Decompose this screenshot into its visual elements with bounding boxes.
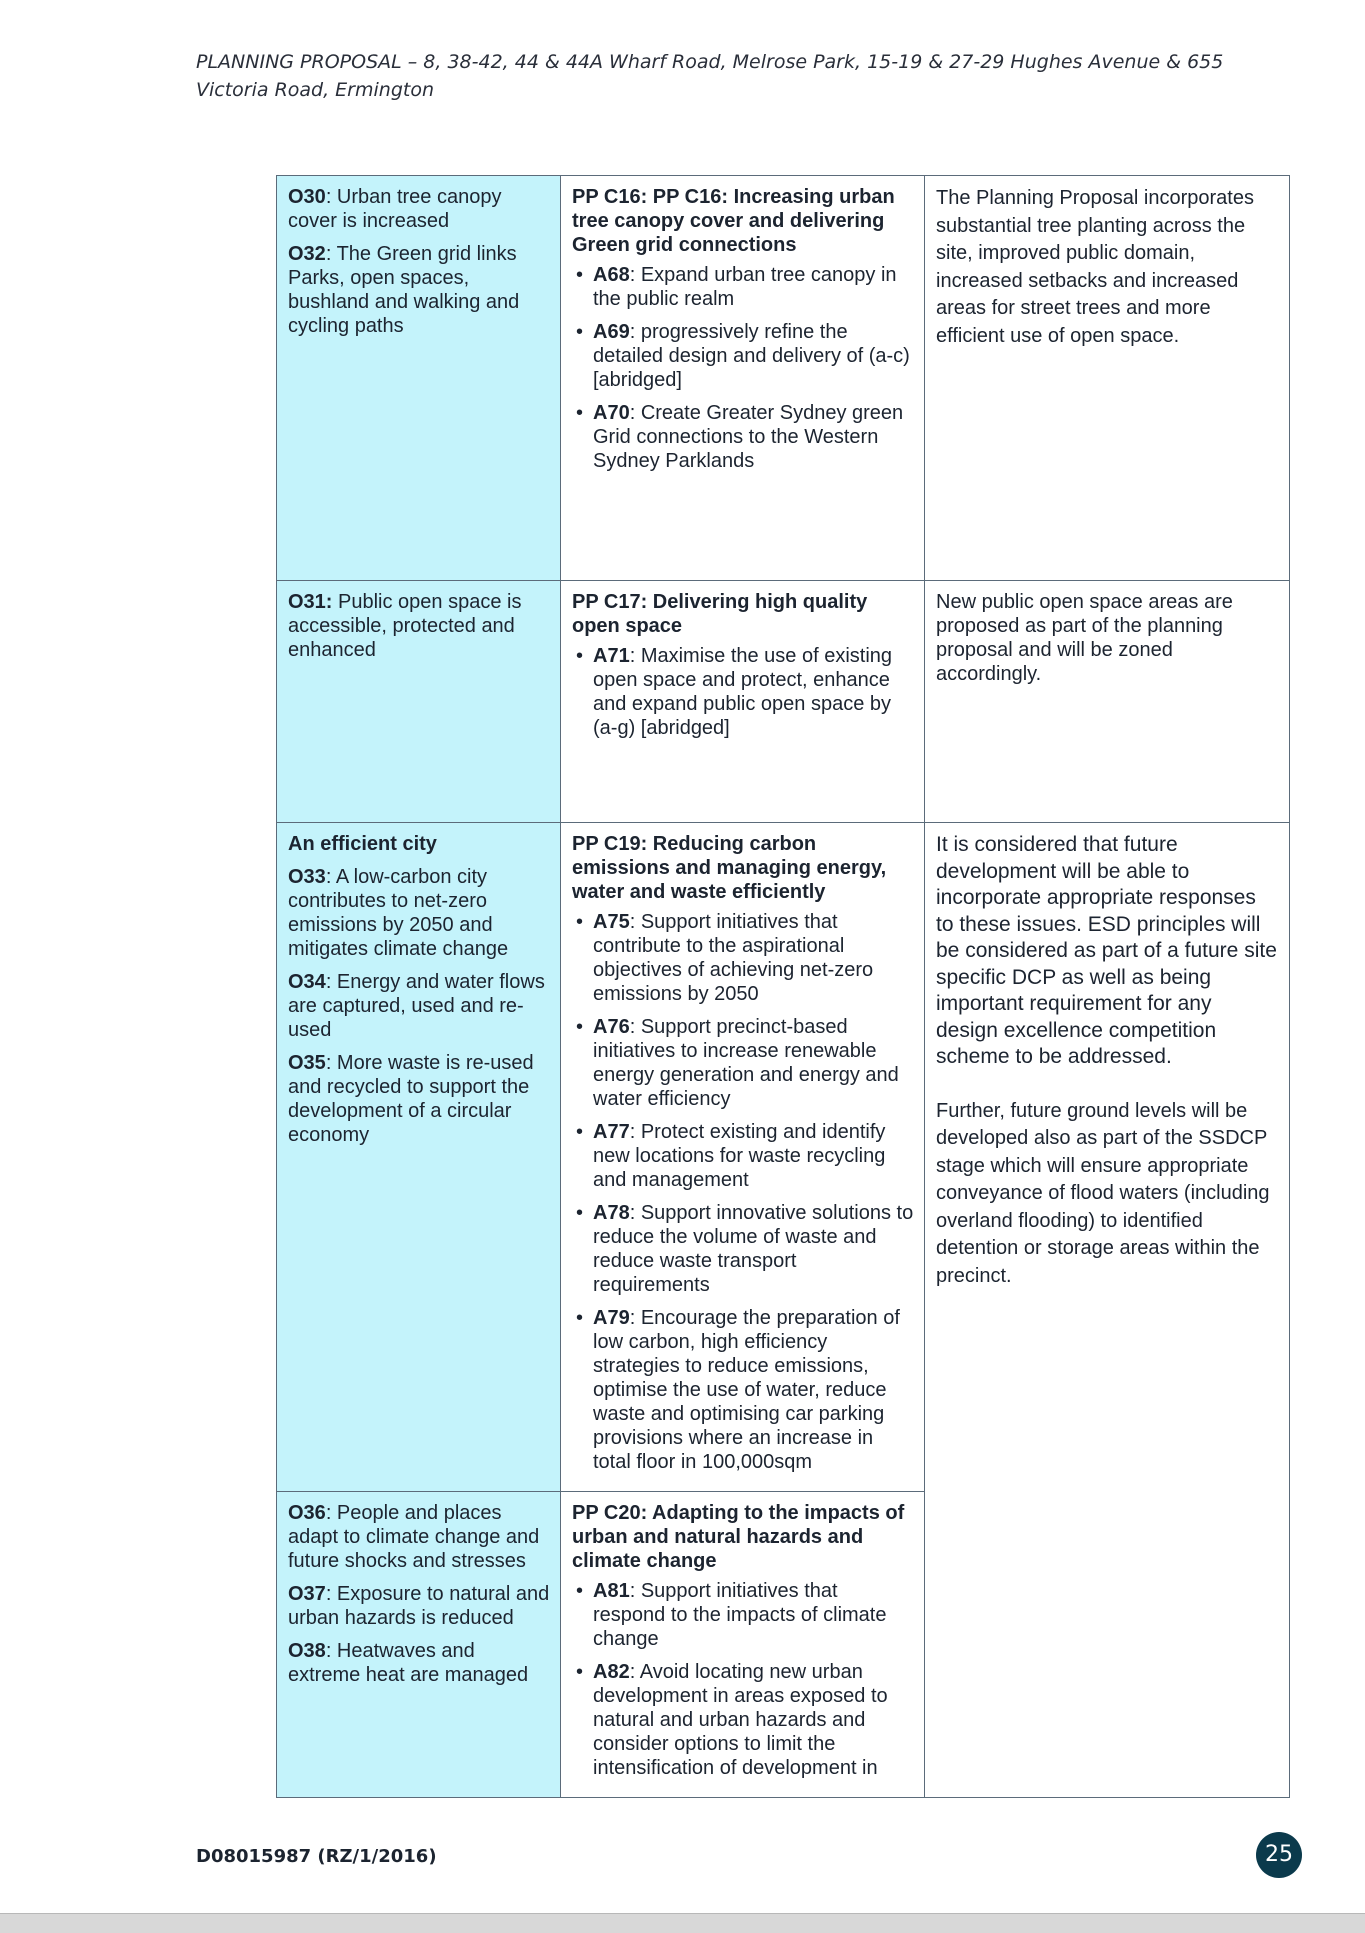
action-code: A70 — [593, 402, 630, 424]
action-text: : Support initiatives that respond to the impacts of climate change — [593, 1580, 887, 1650]
objective-code: O35 — [288, 1052, 326, 1074]
comment-cell — [925, 581, 1290, 823]
objectives-cell — [277, 1492, 561, 1798]
comment-text: The Planning Proposal incorporates substantial tree planting across the site, improved public domain, increased setbacks and increased areas for street trees and more efficient use of open space. — [936, 187, 1254, 347]
bullet-icon: • — [576, 1661, 584, 1683]
objective-item — [288, 590, 550, 662]
planning-priorities-table — [276, 175, 1290, 1798]
action-code: A75 — [593, 911, 630, 933]
table-row — [277, 176, 1290, 581]
action-item — [572, 263, 914, 311]
priority-cell — [561, 581, 925, 823]
action-item — [572, 1660, 914, 1780]
action-list — [572, 644, 914, 740]
objective-item — [288, 1582, 550, 1630]
comment-cell — [925, 823, 1290, 1798]
comment-text: It is considered that future development will be able to incorporate appropriate responses to these issues. ESD principles will be considered as part of a future site specific DCP as well as being important requirement for any design excellence competition scheme to be addressed. — [936, 833, 1277, 1068]
action-text: : Support precinct-based initiatives to increase renewable energy generation and energy and water efficiency — [593, 1016, 899, 1110]
objective-separator: : — [325, 1502, 332, 1524]
action-code: A78 — [593, 1202, 630, 1224]
priority-title: PP C16: PP C16: Increasing urban tree canopy cover and delivering Green grid connections — [572, 186, 895, 256]
action-text: : Protect existing and identify new locations for waste recycling and management — [593, 1121, 886, 1191]
objective-separator: : — [325, 186, 332, 208]
objective-text: Energy and water flows are captured, used and re-used — [288, 971, 545, 1041]
bullet-icon: • — [576, 1121, 584, 1143]
action-text: : Support initiatives that contribute to the aspirational objectives of achieving net-zero emissions by 2050 — [593, 911, 874, 1005]
page-header: PLANNING PROPOSAL – 8, 38-42, 44 & 44A Wharf Road, Melrose Park, 15-19 & 27-29 Hughes Avenue & 655 Victoria Road, Ermington — [196, 51, 1224, 101]
objectives-cell — [277, 581, 561, 823]
objective-code: O31: — [288, 591, 333, 613]
objective-item — [288, 1639, 550, 1687]
objective-text: Public open space is accessible, protected and enhanced — [288, 591, 522, 661]
objective-text: People and places adapt to climate change and future shocks and stresses — [288, 1502, 540, 1572]
priority-title: PP C20: Adapting to the impacts of urban and natural hazards and climate change — [572, 1502, 905, 1572]
action-code: A69 — [593, 321, 630, 343]
action-list — [572, 910, 914, 1474]
objective-separator: : — [325, 1052, 332, 1074]
objective-separator: : — [325, 971, 332, 993]
objectives-cell — [277, 176, 561, 581]
action-code: A68 — [593, 264, 630, 286]
action-code: A77 — [593, 1121, 630, 1143]
objective-text: The Green grid links Parks, open spaces, bushland and walking and cycling paths — [288, 243, 520, 337]
comment-text: Further, future ground levels will be developed also as part of the SSDCP stage which will ensure appropriate conveyance of flood waters (including overland flooding) to identified detention or storage areas within the precinct. — [936, 1099, 1270, 1287]
table-row — [277, 581, 1290, 823]
action-text: : Create Greater Sydney green Grid connections to the Western Sydney Parklands — [593, 402, 904, 472]
objective-item — [288, 242, 550, 338]
priority-title: PP C17: Delivering high quality open space — [572, 591, 868, 637]
action-code: A79 — [593, 1307, 630, 1329]
objective-code: O38 — [288, 1640, 326, 1662]
action-item — [572, 1015, 914, 1111]
action-text: : Maximise the use of existing open space and protect, enhance and expand public open space by (a-g) [abridged] — [593, 645, 893, 739]
bullet-icon: • — [576, 402, 584, 424]
comment-cell — [925, 176, 1290, 581]
bullet-icon: • — [576, 645, 584, 667]
objective-code: O30 — [288, 186, 326, 208]
bullet-icon: • — [576, 1307, 584, 1329]
action-text: : Support innovative solutions to reduce the volume of waste and reduce waste transport requirements — [593, 1202, 914, 1296]
section-heading: An efficient city — [288, 833, 437, 855]
objectives-cell — [277, 823, 561, 1492]
objective-code: O37 — [288, 1583, 326, 1605]
objective-text: A low-carbon city contributes to net-zero emissions by 2050 and mitigates climate change — [288, 866, 509, 960]
bullet-icon: • — [576, 1202, 584, 1224]
objective-separator: : — [325, 1583, 332, 1605]
priority-title: PP C19: Reducing carbon emissions and managing energy, water and waste efficiently — [572, 833, 887, 903]
action-item — [572, 1120, 914, 1192]
action-list — [572, 1579, 914, 1780]
bullet-icon: • — [576, 911, 584, 933]
priority-cell — [561, 176, 925, 581]
priority-cell — [561, 1492, 925, 1798]
action-list — [572, 263, 914, 473]
objective-item — [288, 970, 550, 1042]
objective-text: Urban tree canopy cover is increased — [288, 186, 502, 232]
action-code: A82 — [593, 1661, 630, 1683]
action-item — [572, 644, 914, 740]
objective-code: O36 — [288, 1502, 326, 1524]
objective-separator: : — [325, 866, 332, 888]
objective-code: O34 — [288, 971, 326, 993]
bullet-icon: • — [576, 1016, 584, 1038]
document-id: D08015987 (RZ/1/2016) — [196, 1846, 437, 1867]
action-item — [572, 320, 914, 392]
action-code: A81 — [593, 1580, 630, 1602]
objective-separator: : — [325, 243, 332, 265]
action-text: : progressively refine the detailed design and delivery of (a-c) [abridged] — [593, 321, 910, 391]
bullet-icon: • — [576, 1580, 584, 1602]
objective-item — [288, 185, 550, 233]
objective-item — [288, 1501, 550, 1573]
viewer-bottom-bar — [0, 1913, 1365, 1933]
objective-code: O33 — [288, 866, 326, 888]
action-text: : Expand urban tree canopy in the public realm — [593, 264, 897, 310]
bullet-icon: • — [576, 321, 584, 343]
objective-text: Exposure to natural and urban hazards is reduced — [288, 1583, 550, 1629]
priority-cell — [561, 823, 925, 1492]
comment-text: New public open space areas are proposed as part of the planning proposal and will be zoned accordingly. — [936, 591, 1233, 685]
table-row — [277, 823, 1290, 1492]
objective-item — [288, 865, 550, 961]
action-item — [572, 910, 914, 1006]
objective-separator: : — [325, 1640, 332, 1662]
action-item — [572, 1201, 914, 1297]
action-code: A71 — [593, 645, 630, 667]
action-item — [572, 1306, 914, 1474]
action-item — [572, 1579, 914, 1651]
bullet-icon: • — [576, 264, 584, 286]
action-text: : Avoid locating new urban development in areas exposed to natural and urban hazards and consider options to limit the intensification of development in — [593, 1661, 888, 1779]
objective-code: O32 — [288, 243, 326, 265]
action-code: A76 — [593, 1016, 630, 1038]
objective-text: More waste is re-used and recycled to support the development of a circular economy — [288, 1052, 534, 1146]
objective-text: Heatwaves and extreme heat are managed — [288, 1640, 529, 1686]
action-text: : Encourage the preparation of low carbon, high efficiency strategies to reduce emissions, optimise the use of water, reduce waste and optimising car parking provisions where an increase in total floor in 100,000sqm — [593, 1307, 900, 1473]
action-item — [572, 401, 914, 473]
objective-item — [288, 1051, 550, 1147]
page-number-badge: 25 — [1256, 1832, 1302, 1878]
